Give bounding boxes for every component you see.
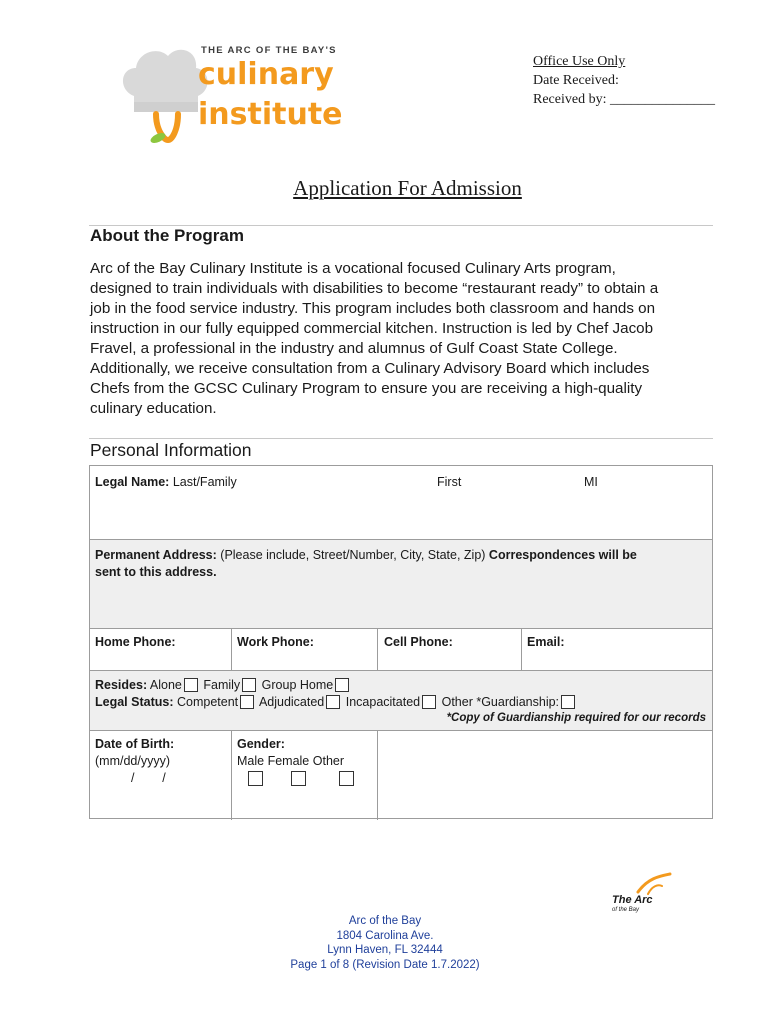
address-hint: (Please include, Street/Number, City, State, Zip) xyxy=(220,548,486,562)
about-line: Chefs from the GCSC Culinary Program to ensure you are receiving a high-quality xyxy=(90,380,643,397)
address-field[interactable] xyxy=(95,548,637,562)
dob-label: Date of Birth: xyxy=(95,737,175,751)
dob-input[interactable]: / / xyxy=(131,771,166,785)
about-line: Fravel, a professional in the industry and alumnus of Gulf Coast State College. xyxy=(90,340,618,357)
footer-page: Page 1 of 8 (Revision Date 1.7.2022) xyxy=(290,958,480,971)
legal-name-field[interactable] xyxy=(95,475,237,489)
gender-female-label: Female xyxy=(267,754,310,768)
about-heading: About the Program xyxy=(90,226,244,245)
address-label: Permanent Address: xyxy=(95,548,217,562)
document-title: Application For Admission xyxy=(293,176,522,200)
competent-checkbox[interactable] xyxy=(240,695,254,709)
adjudicated-label: Adjudicated xyxy=(258,695,325,709)
col-divider xyxy=(377,730,378,820)
about-line: job in the food service industry. This program includes both classroom and hands on xyxy=(90,300,656,317)
gender-male-checkbox[interactable] xyxy=(248,771,263,786)
about-line: culinary education. xyxy=(90,400,217,417)
gender-female-checkbox[interactable] xyxy=(291,771,306,786)
legal-status-label: Legal Status: xyxy=(95,695,174,709)
resides-label: Resides: xyxy=(95,678,148,692)
received-by-label: Received by: _______________ xyxy=(533,92,715,107)
gender-other-label: Other xyxy=(312,754,345,768)
address-note: Correspondences will be xyxy=(488,548,637,562)
divider xyxy=(89,438,713,439)
arc-logo-sub: of the Bay xyxy=(612,907,640,913)
incapacitated-label: Incapacitated xyxy=(345,695,421,709)
about-line: instruction in our fully equipped commercial kitchen. Instruction is led by Chef Jacob xyxy=(90,320,654,337)
first-name-label: First xyxy=(437,475,462,489)
incapacitated-checkbox[interactable] xyxy=(422,695,436,709)
the-arc-logo xyxy=(608,870,678,918)
footer xyxy=(0,914,770,972)
footer-org: Arc of the Bay xyxy=(348,915,422,927)
footer-street: 1804 Carolina Ave. xyxy=(336,929,434,942)
personal-info-heading: Personal Information xyxy=(90,440,252,460)
logo-line-institute: institute xyxy=(198,97,343,132)
resides-row xyxy=(95,678,351,692)
resides-family-label: Family xyxy=(203,678,241,692)
gender-male-label: Male xyxy=(237,754,265,768)
col-divider xyxy=(377,628,378,670)
date-received-label: Date Received: xyxy=(533,73,619,88)
work-phone-field[interactable]: Work Phone: xyxy=(237,635,314,649)
col-divider xyxy=(231,730,232,820)
guardianship-label: Other *Guardianship: xyxy=(441,695,560,709)
gender-options xyxy=(237,754,344,768)
about-line: Additionally, we receive consultation from a Culinary Advisory Board which includes xyxy=(90,360,650,377)
logo-line-culinary: culinary xyxy=(198,57,334,92)
office-use-title: Office Use Only xyxy=(533,54,626,69)
resides-group-home-checkbox[interactable] xyxy=(335,678,349,692)
dob-format: (mm/dd/yyyy) xyxy=(95,754,170,768)
personal-info-form xyxy=(89,465,713,819)
logo-tagline: THE ARC OF THE BAY'S xyxy=(201,45,337,56)
col-divider xyxy=(231,628,232,670)
cell-phone-field[interactable]: Cell Phone: xyxy=(384,635,453,649)
address-note-2: sent to this address. xyxy=(95,565,217,579)
resides-group-home-label: Group Home xyxy=(261,678,334,692)
guardianship-note: *Copy of Guardianship required for our records xyxy=(446,712,706,724)
last-name-label: Last/Family xyxy=(172,475,237,489)
about-paragraph xyxy=(90,259,720,419)
resides-alone-label: Alone xyxy=(149,678,182,692)
arc-logo-text: The Arc xyxy=(612,894,653,906)
competent-label: Competent xyxy=(176,695,239,709)
resides-family-checkbox[interactable] xyxy=(242,678,256,692)
gender-label: Gender: xyxy=(237,737,285,751)
row-divider xyxy=(90,628,712,629)
legal-name-label: Legal Name: xyxy=(95,475,170,489)
mi-label: MI xyxy=(584,475,598,489)
row-divider xyxy=(90,539,712,540)
gender-other-checkbox[interactable] xyxy=(339,771,354,786)
adjudicated-checkbox[interactable] xyxy=(326,695,340,709)
about-line: Arc of the Bay Culinary Institute is a vocational focused Culinary Arts program, xyxy=(90,260,616,277)
footer-city: Lynn Haven, FL 32444 xyxy=(327,944,443,956)
guardianship-checkbox[interactable] xyxy=(561,695,575,709)
legal-status-row xyxy=(95,695,577,709)
home-phone-field[interactable]: Home Phone: xyxy=(95,635,176,649)
col-divider xyxy=(521,628,522,670)
row-divider xyxy=(90,670,712,671)
email-field[interactable]: Email: xyxy=(527,635,565,649)
resides-alone-checkbox[interactable] xyxy=(184,678,198,692)
row-divider xyxy=(90,730,712,731)
about-line: designed to train individuals with disabilities to become “restaurant ready” to obtain a xyxy=(90,280,659,297)
